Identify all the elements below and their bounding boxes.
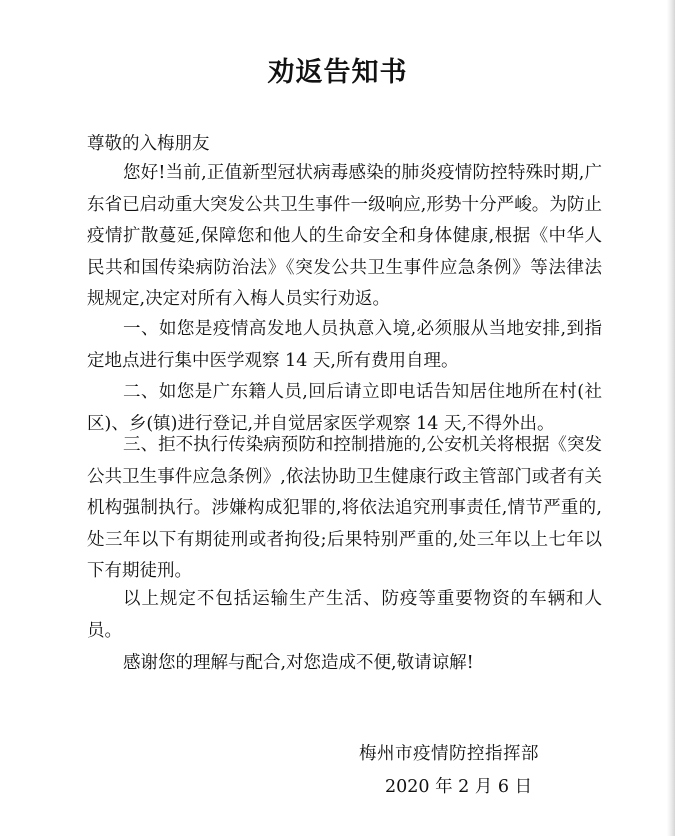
document-title: 劝返告知书 [267,57,408,88]
paragraph-thanks: 感谢您的理解与配合,对您造成不便,敬请谅解! [123,653,474,673]
salutation: 尊敬的入梅朋友 [87,134,210,154]
page-edge-shadow [667,0,675,836]
paragraph-exemption: 以上规定不包括运输生产生活、防疫等重要物资的车辆和人员。 [87,589,602,641]
signature-date: 2020 年 2 月 6 日 [385,777,533,797]
paragraph-rule-1: 一、如您是疫情高发地人员执意入境,必须服从当地安排,到指定地点进行集中医学观察 14 天,所有费用自理。 [87,319,602,371]
signature-organization: 梅州市疫情防控指挥部 [359,744,539,764]
paragraph-rule-2: 二、如您是广东籍人员,回后请立即电话告知居住地所在村(社区)、乡(镇)进行登记,并自觉居家医学观察 14 天,不得外出。 [87,382,602,434]
paragraph-rule-3: 三、拒不执行传染病预防和控制措施的,公安机关将根据《突发公共卫生事件应急条例》,依法协助卫生健康行政主管部门或者有关机构强制执行。涉嫌构成犯罪的,将依法追究刑事责任,情节严重的,处三年以下有期徒刑或者拘役;后果特别严重的,处三年以上七年以下有期徒刑。 [87,435,602,581]
paragraph-intro: 您好!当前,正值新型冠状病毒感染的肺炎疫情防控特殊时期,广东省已启动重大突发公共卫生事件一级响应,形势十分严峻。为防止疫情扩散蔓延,保障您和他人的生命安全和身体健康,根据《中华人民共和国传染病防治法》《突发公共卫生事件应急条例》等法律法规规定,决定对所有入梅人员实行劝返。 [87,163,602,309]
